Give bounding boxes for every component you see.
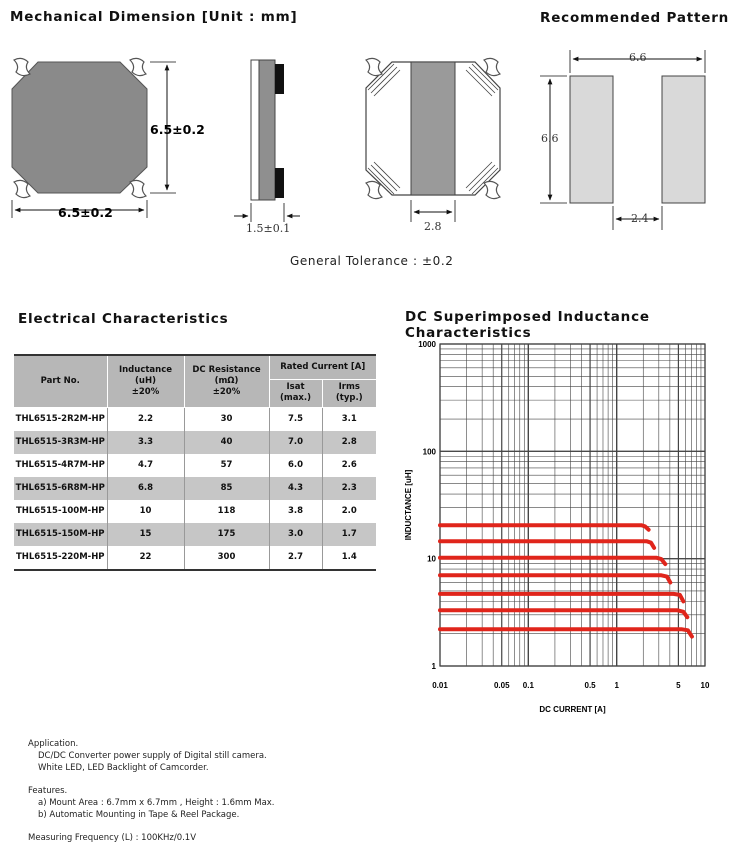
- x-tick-label: 0.5: [584, 681, 596, 690]
- header-rated-current: Rated Current [A]: [269, 355, 376, 379]
- cell-l: 2.2: [107, 407, 184, 431]
- application-title: Application.: [28, 739, 79, 749]
- cell-part: THL6515-6R8M-HP: [14, 477, 107, 500]
- notes: [28, 738, 275, 844]
- x-tick-label: 1: [614, 681, 619, 690]
- dim-width-label: 6.5±0.2: [58, 205, 113, 220]
- pattern-drawing: [535, 45, 744, 235]
- features-line: a) Mount Area : 6.7mm x 6.7mm , Height : 1.6mm Max.: [38, 798, 275, 808]
- y-tick-label: 1000: [418, 340, 436, 349]
- dim-thickness-label: 1.5±0.1: [246, 222, 291, 235]
- cell-l: 6.8: [107, 477, 184, 500]
- cell-irms: 2.3: [322, 477, 376, 500]
- cell-part: THL6515-150M-HP: [14, 523, 107, 546]
- cell-part: THL6515-100M-HP: [14, 500, 107, 523]
- y-axis-label: INDUCTANCE [uH]: [404, 469, 413, 541]
- table-row: [14, 454, 376, 477]
- table-row: [14, 477, 376, 500]
- cell-l: 10: [107, 500, 184, 523]
- cell-dcr: 57: [184, 454, 269, 477]
- features-title: Features.: [28, 786, 68, 796]
- cell-dcr: 118: [184, 500, 269, 523]
- cell-dcr: 300: [184, 546, 269, 570]
- cell-part: THL6515-2R2M-HP: [14, 407, 107, 431]
- inductance-chart: [395, 330, 740, 725]
- cell-irms: 2.8: [322, 431, 376, 454]
- cell-part: THL6515-3R3M-HP: [14, 431, 107, 454]
- application-line: White LED, LED Backlight of Camcorder.: [38, 763, 209, 773]
- electrical-title: Electrical Characteristics: [18, 311, 229, 327]
- cell-irms: 1.4: [322, 546, 376, 570]
- header-irms: Irms (typ.): [322, 379, 376, 407]
- cell-irms: 3.1: [322, 407, 376, 431]
- side-view: [234, 60, 300, 222]
- bottom-view: [366, 58, 500, 222]
- electrical-table: [14, 354, 376, 571]
- cell-dcr: 175: [184, 523, 269, 546]
- x-tick-label: 5: [676, 681, 681, 690]
- cell-isat: 6.0: [269, 454, 322, 477]
- cell-isat: 7.0: [269, 431, 322, 454]
- cell-isat: 7.5: [269, 407, 322, 431]
- cell-irms: 1.7: [322, 523, 376, 546]
- table-row: [14, 500, 376, 523]
- y-tick-label: 1: [431, 662, 436, 671]
- pattern-height-label: 6.6: [541, 132, 559, 145]
- cell-l: 15: [107, 523, 184, 546]
- table-row: [14, 523, 376, 546]
- x-tick-label: 0.1: [522, 681, 534, 690]
- cell-irms: 2.6: [322, 454, 376, 477]
- cell-isat: 3.0: [269, 523, 322, 546]
- top-view: [12, 58, 176, 218]
- table-row: [14, 407, 376, 431]
- x-tick-label: 10: [700, 681, 710, 690]
- table-row: [14, 546, 376, 570]
- pattern-gap-label: 2.4: [631, 212, 649, 225]
- cell-dcr: 30: [184, 407, 269, 431]
- cell-irms: 2.0: [322, 500, 376, 523]
- cell-part: THL6515-4R7M-HP: [14, 454, 107, 477]
- table-row: [14, 431, 376, 454]
- cell-l: 4.7: [107, 454, 184, 477]
- mechanical-title: Mechanical Dimension [Unit : mm]: [10, 9, 298, 25]
- measuring-frequency: Measuring Frequency (L) : 100KHz/0.1V: [28, 833, 197, 843]
- header-part: Part No.: [14, 355, 107, 407]
- cell-part: THL6515-220M-HP: [14, 546, 107, 570]
- y-tick-label: 10: [427, 554, 436, 564]
- header-dcr: DC Resistance (mΩ) ±20%: [184, 355, 269, 407]
- cell-dcr: 40: [184, 431, 269, 454]
- pattern-width-label: 6.6: [629, 51, 647, 64]
- x-axis-label: DC CURRENT [A]: [539, 705, 606, 714]
- plot-area: [440, 344, 705, 666]
- cell-l: 22: [107, 546, 184, 570]
- dim-height-label: 6.5±0.2: [150, 122, 205, 137]
- header-inductance: Inductance (uH) ±20%: [107, 355, 184, 407]
- x-tick-label: 0.05: [493, 681, 510, 690]
- x-tick-label: 0.01: [432, 681, 448, 690]
- y-tick-label: 100: [422, 447, 436, 457]
- header-isat: Isat (max.): [269, 379, 322, 407]
- cell-isat: 2.7: [269, 546, 322, 570]
- cell-l: 3.3: [107, 431, 184, 454]
- cell-dcr: 85: [184, 477, 269, 500]
- general-tolerance: General Tolerance : ±0.2: [290, 254, 454, 268]
- pattern-title: Recommended Pattern: [540, 10, 730, 26]
- cell-isat: 4.3: [269, 477, 322, 500]
- features-line: b) Automatic Mounting in Tape & Reel Package.: [38, 810, 240, 820]
- chart-title: DC Superimposed Inductance Characteristics: [405, 309, 650, 341]
- dim-core-label: 2.8: [424, 220, 442, 233]
- application-line: DC/DC Converter power supply of Digital still camera.: [38, 751, 267, 761]
- cell-isat: 3.8: [269, 500, 322, 523]
